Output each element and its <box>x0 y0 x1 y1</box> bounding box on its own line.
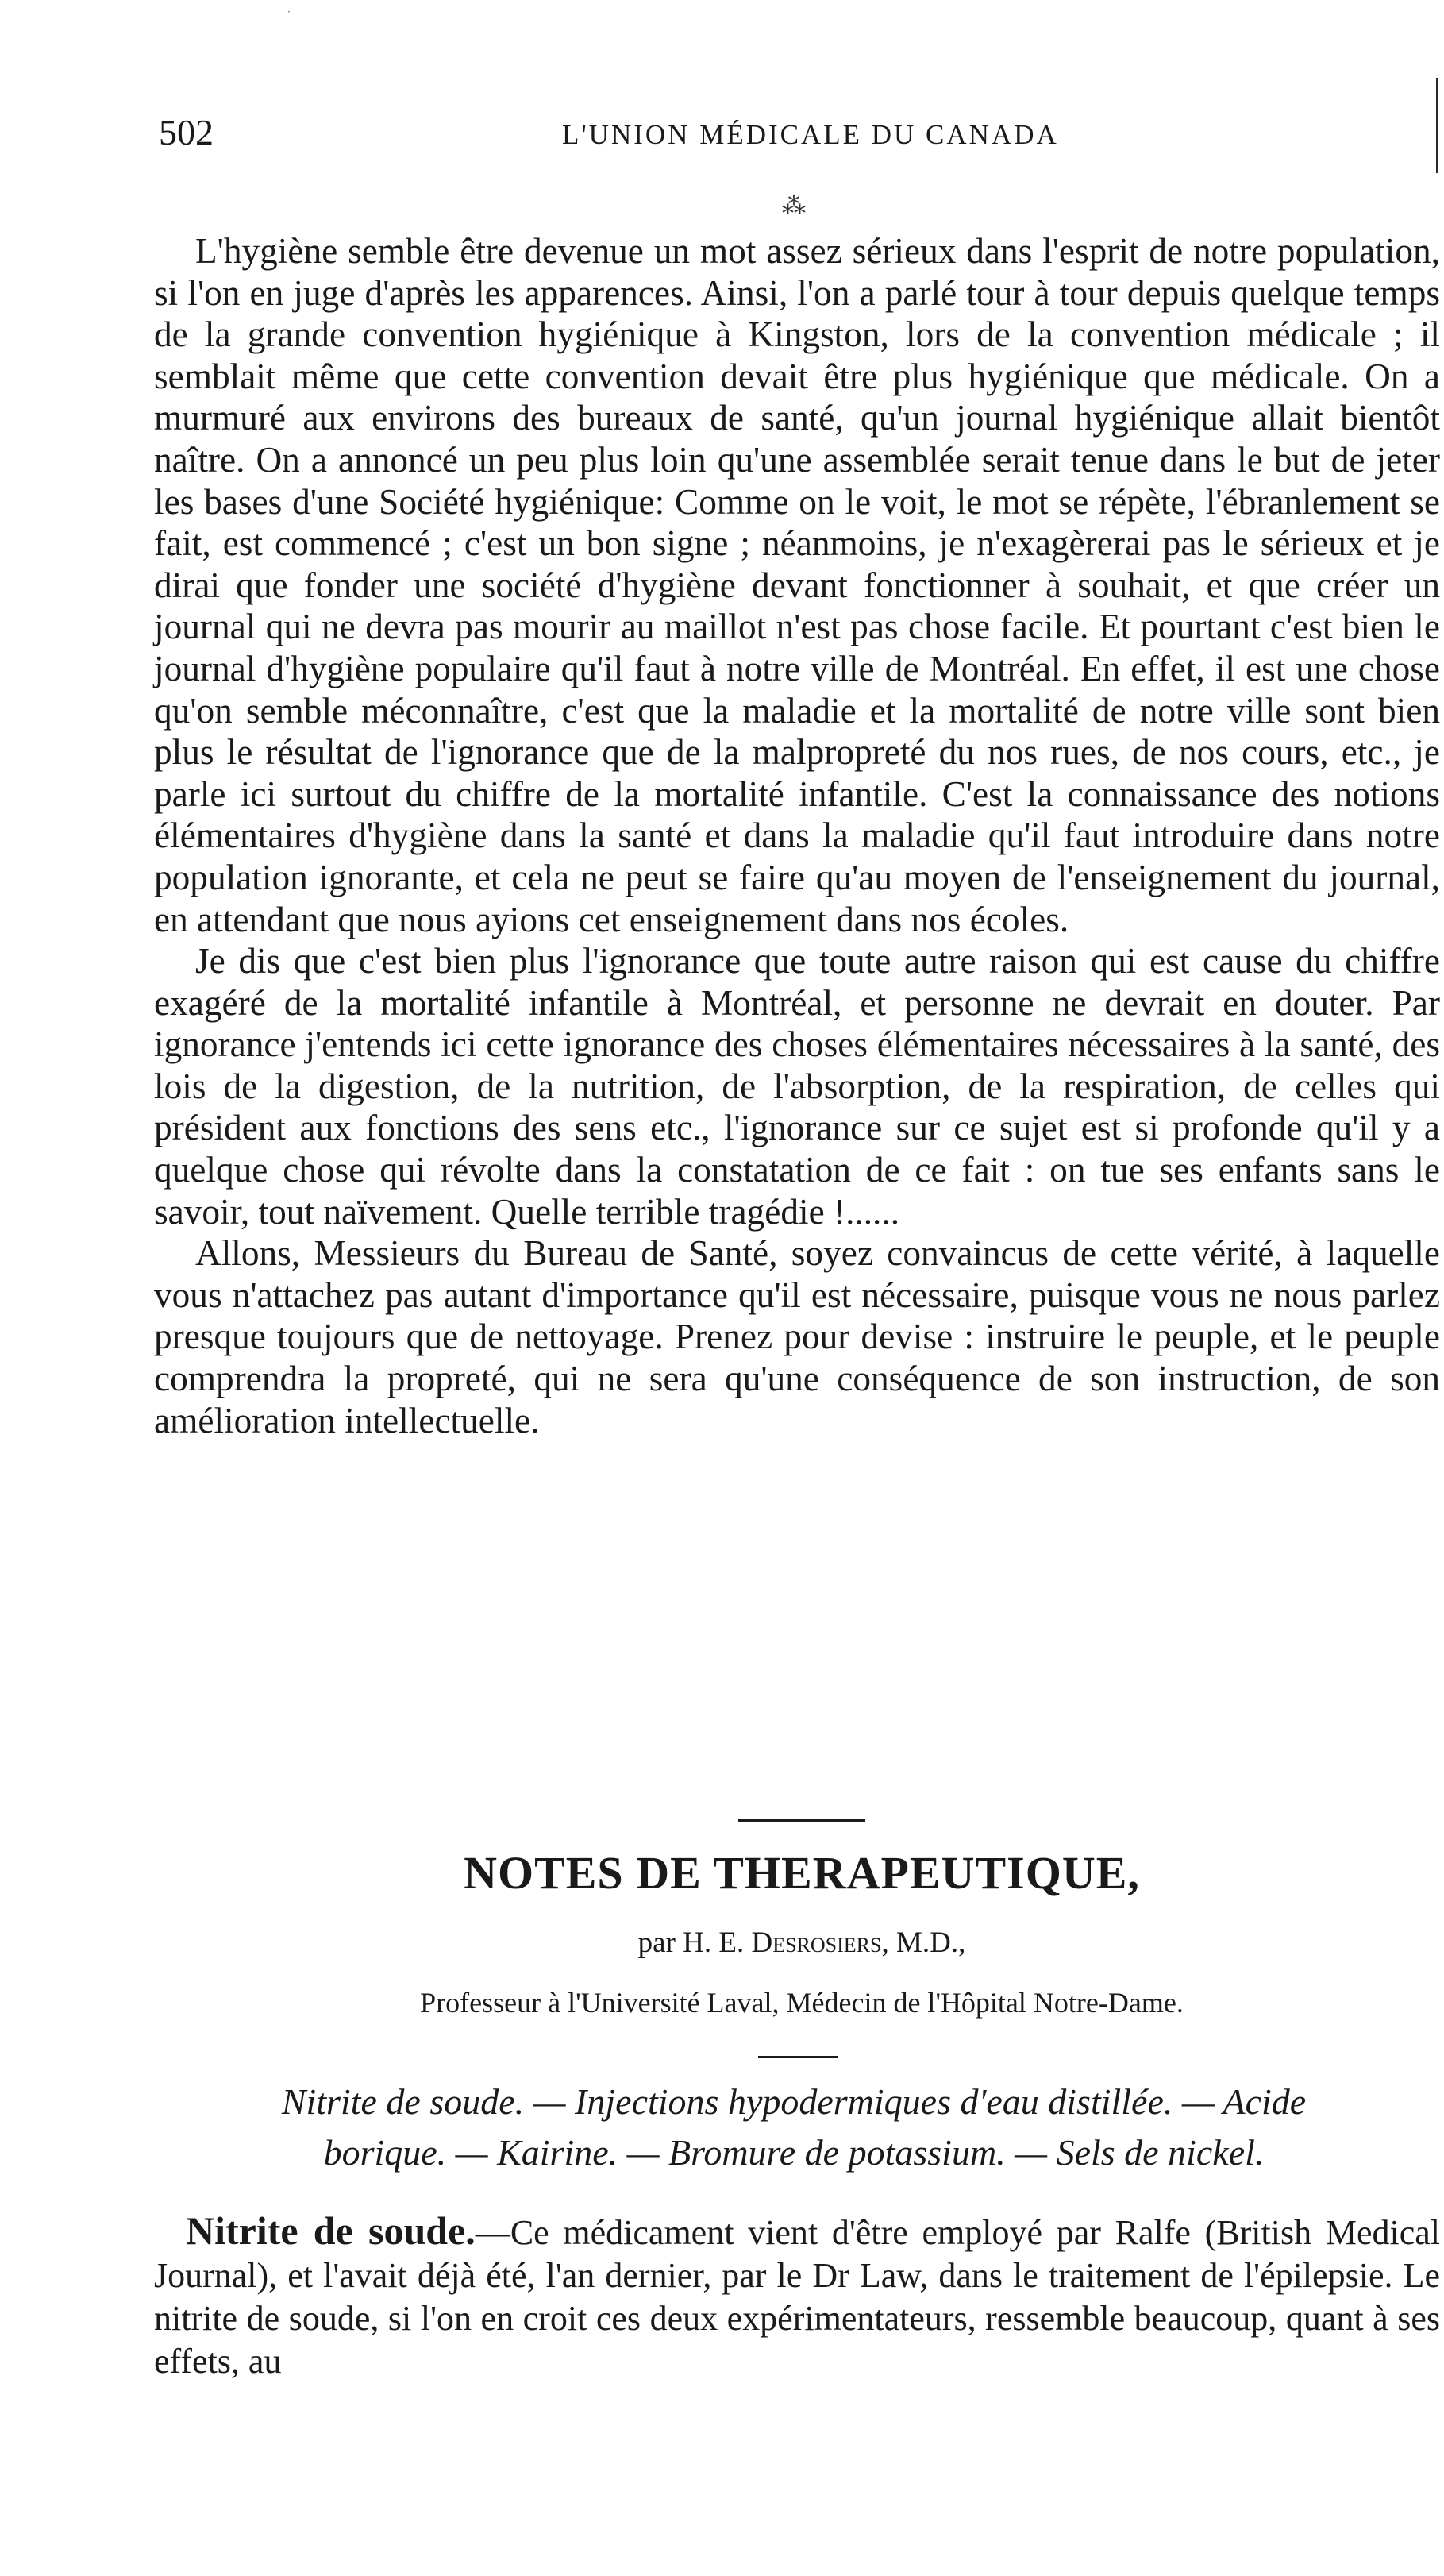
scan-speck: · <box>287 6 291 17</box>
page-edge-mark <box>1436 78 1438 173</box>
section-text: —Ce médicament vient d'être employé par Ralfe (British Medical Journal), et l'avait déjà été, l'an dernier, par le Dr Law, dans le traitement de l'épilepsie. Le nitrite de soude, si l'on en croit ces deux expérimentateurs, ressemble beaucoup, quant à ses effets, au <box>154 2213 1440 2381</box>
paragraph-hygiene-intro: L'hygiène semble être devenue un mot assez sérieux dans l'esprit de notre population, si l'on en juge d'après les apparences. Ainsi, l'on a parlé tour à tour depuis quelque temps de la grande convention hygiénique à Kingston, lors de la convention médicale ; il semblait même que cette convention devait être plus hygiénique que médicale. On a murmuré aux environs des bureaux de santé, qu'un journal hygiénique allait bientôt naître. On a annoncé un peu plus loin qu'une assemblée serait tenue dans le but de jeter les bases d'une Société hygiénique: Comme on le voit, le mot se répète, l'ébranlement se fait, est commencé ; c'est un bon signe ; néanmoins, je n'exagèrerai pas le sérieux et je dirai que fonder une société d'hygiène devant fonctionner à souhait, et que créer un journal qui ne devra pas mourir au maillot n'est pas chose facile. Et pourtant c'est bien le journal d'hygiène populaire qu'il faut à notre ville de Montréal. En effet, il est une chose qu'on semble méconnaître, c'est que la maladie et la mortalité de notre ville sont bien plus le résultat de l'ignorance que de la malpropreté du nos rues, de nos cours, etc., je parle ici surtout du chiffre de la mortalité infantile. C'est la connaissance des notions élémentaires d'hygiène dans la santé et dans la maladie qu'il faut introduire dans notre population ignorante, et cela ne peut se faire qu'au moyen de l'enseignement du journal, en attendant que nous ayions cet enseignement dans nos écoles. <box>154 231 1440 939</box>
section-divider <box>738 1819 865 1822</box>
paragraph-ignorance: Je dis que c'est bien plus l'ignorance que toute autre raison qui est cause du chiffre exagéré de la mortalité infantile à Montréal, et personne ne devrait en douter. Par ignorance j'entends ici cette ignorance des choses élémentaires nécessaires à la santé, des lois de la digestion, de la nutrition, de l'absorption, de la respiration, de celles qui président aux fonctions des sens etc., l'ignorance sur ce sujet est si profonde qu'il y a quelque chose qui révolte dans la constatation de ce fait : on tue ses enfants sans le savoir, tout naïvement. Quelle terrible tragédie !...... <box>154 941 1440 1232</box>
paragraph-bureau-sante: Allons, Messieurs du Bureau de Santé, soyez convaincus de cette vérité, à laquelle vous n'attachez pas autant d'importance qu'il est nécessaire, puisque vous ne nous parlez presque toujours que de nettoyage. Prenez pour devise : instruire le peuple, et le peuple comprendra la propreté, qui ne sera qu'une conséquence de son instruction, de son amélioration intellectuelle. <box>154 1233 1440 1440</box>
section-heading: Nitrite de soude. <box>186 2208 476 2253</box>
editorial-text <box>154 230 1440 1441</box>
byline <box>445 1926 1159 1960</box>
summary-line: Nitrite de soude. — Injections hypodermiques d'eau distillée. — Acide <box>281 2081 1307 2122</box>
byline-prefix: par <box>637 1926 676 1959</box>
article-summary <box>143 2077 1444 2178</box>
article-title: NOTES DE THERAPEUTIQUE, <box>464 1847 1140 1899</box>
page-header <box>159 111 1334 159</box>
section-nitrite <box>154 2209 1440 2383</box>
summary-line: borique. — Kairine. — Bromure de potassium. — Sels de nickel. <box>323 2132 1265 2173</box>
page-number: 502 <box>159 112 214 152</box>
author-name: H. E. Desrosiers, M.D., <box>683 1926 966 1959</box>
asterism-ornament: ⁂ <box>782 192 807 220</box>
author-affiliation: Professeur à l'Université Laval, Médecin de l'Hôpital Notre-Dame. <box>420 1987 1184 2019</box>
running-title: L'UNION MÉDICALE DU CANADA <box>562 119 1059 150</box>
short-divider <box>758 2056 838 2058</box>
